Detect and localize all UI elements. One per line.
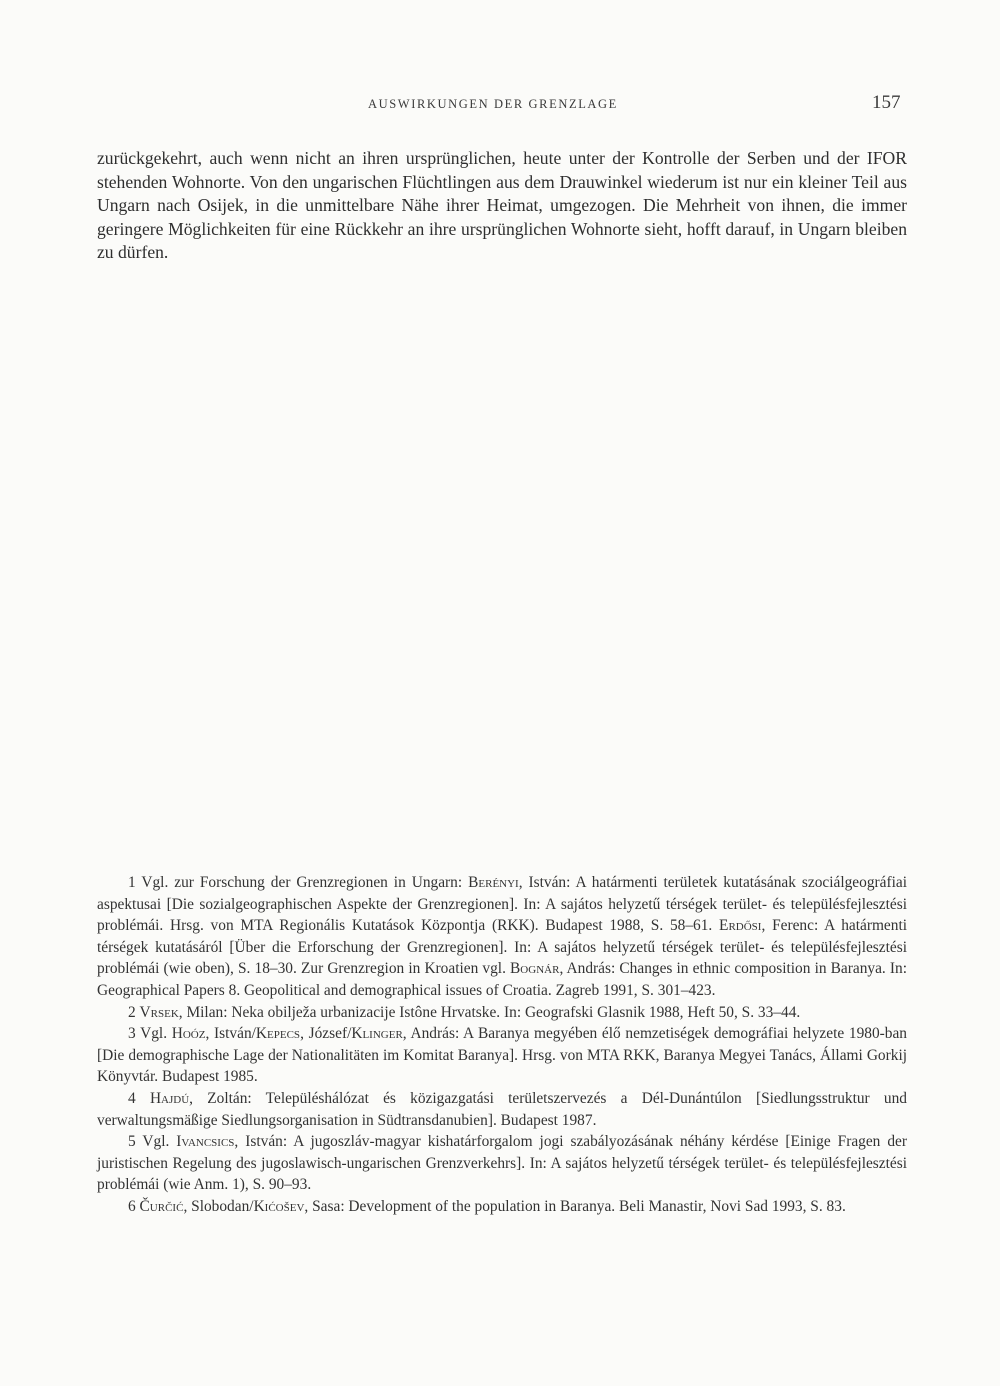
page-number: 157 bbox=[872, 92, 901, 113]
running-head bbox=[0, 92, 1000, 116]
footnote-text: 1 Vgl. zur Forschung der Grenzregionen in Ungarn: bbox=[128, 874, 469, 891]
author-name: Kićošev bbox=[253, 1197, 305, 1215]
author-name: Bognár bbox=[510, 960, 560, 978]
footnote-text: 2 bbox=[128, 1003, 140, 1021]
footnote-text: , Sasa: Development of the population in Baranya. Beli Manastir, Novi Sad 1993, S. 83. bbox=[304, 1197, 846, 1215]
footnotes bbox=[97, 872, 907, 1218]
footnote-text: , András: Changes in ethnic composition in Baranya. In: Geographical Papers 8. Geopolitical and demographical issues of Croatia. Zagreb 1991, S. 301–423. bbox=[97, 960, 907, 999]
footnote-text: , István/ bbox=[205, 1025, 256, 1043]
footnote-text: , Milan: Neka obilježa urbanizacije Istône Hrvatske. In: Geografski Glasnik 1988, Heft 50, S. 33–44. bbox=[178, 1003, 801, 1021]
footnote-text: 6 bbox=[128, 1197, 140, 1215]
author-name: Kepecs bbox=[255, 1025, 301, 1043]
footnote-5 bbox=[97, 1131, 907, 1196]
footnote-text: , István: A határmenti területek kutatásának szociálgeográfiai aspektusai [Die sozialgeographischen Aspekte der Grenzregionen]. In: A sajátos helyzetű térségek terület- és településfejlesztési problémái. Hrsg. von MTA Regionális Kutatások Központja (RKK). Budapest 1988, S. 58–61. bbox=[97, 874, 907, 935]
footnote-2 bbox=[97, 1002, 907, 1024]
author-name: Hajdú bbox=[149, 1089, 190, 1107]
footnote-text: 5 Vgl. bbox=[128, 1133, 177, 1151]
author-name: Erdősi bbox=[719, 917, 762, 935]
author-name: Čurčić bbox=[139, 1197, 184, 1215]
footnote-text: , Zoltán: Településhálózat és közigazgatási területszervezés a Dél-Dunántúlon [Siedlungsstruktur und verwaltungsmäßige Siedlungsorganisation in Südtransdanubien]. Budapest 1987. bbox=[97, 1089, 908, 1129]
footnote-1 bbox=[97, 872, 907, 1002]
author-name: Klinger bbox=[351, 1025, 403, 1043]
author-name: Vrsek bbox=[139, 1003, 179, 1021]
author-name: Berényi bbox=[468, 874, 519, 891]
footnote-text: , Ferenc: A határmenti térségek kutatásáról [Über die Erforschung der Grenzregionen]. In: A sajátos helyzetű térségek terület- és településfejlesztési problémái (wie oben), S. 18–30. Zur Grenzregion in Kroatien vgl. bbox=[97, 917, 907, 978]
footnote-text: , Slobodan/ bbox=[183, 1197, 254, 1215]
footnote-text: , József/ bbox=[300, 1025, 352, 1043]
footnote-3 bbox=[97, 1023, 907, 1088]
footnote-text: , András: A Baranya megyében élő nemzetiségek demográfiai helyzete 1980-ban [Die demographische Lage der Nationalitäten im Komitat Baranya]. Hrsg. von MTA RKK, Baranya Megyei Tanács, Állami Gorkij Könyvtár. Budapest 1985. bbox=[97, 1025, 907, 1086]
footnote-text: 3 Vgl. bbox=[128, 1025, 172, 1043]
footnote-text: 4 bbox=[128, 1089, 150, 1107]
author-name: Ivancsics bbox=[176, 1133, 235, 1151]
footnote-6 bbox=[97, 1196, 907, 1218]
footnote-text: , István: A jugoszláv-magyar kishatárforgalom jogi szabályozásának néhány kérdése [Einige Fragen der juristischen Regelung des jugoslawisch-ungarischen Grenzverkehrs]. In: A sajátos helyzetű térségek terület- és településfejlesztési problémái (wie Anm. 1), S. 90–93. bbox=[97, 1133, 907, 1194]
body-paragraph: zurückgekehrt, auch wenn nicht an ihren ursprünglichen, heute unter der Kontrolle der Serben und der IFOR stehenden Wohnorte. Von den ungarischen Flüchtlingen aus dem Drauwinkel wiederum ist nur ein kleiner Teil aus Ungarn nach Osijek, in die unmittelbare Nähe ihrer Heimat, umgezogen. Die Mehrheit von ihnen, die immer geringere Möglichkeiten für eine Rückkehr an ihre ursprünglichen Wohnorte sieht, hofft darauf, in Ungarn bleiben zu dürfen. bbox=[97, 148, 907, 263]
author-name: Hoóz bbox=[171, 1025, 206, 1043]
running-title: AUSWIRKUNGEN DER GRENZLAGE bbox=[368, 97, 618, 111]
footnote-4 bbox=[97, 1088, 907, 1131]
